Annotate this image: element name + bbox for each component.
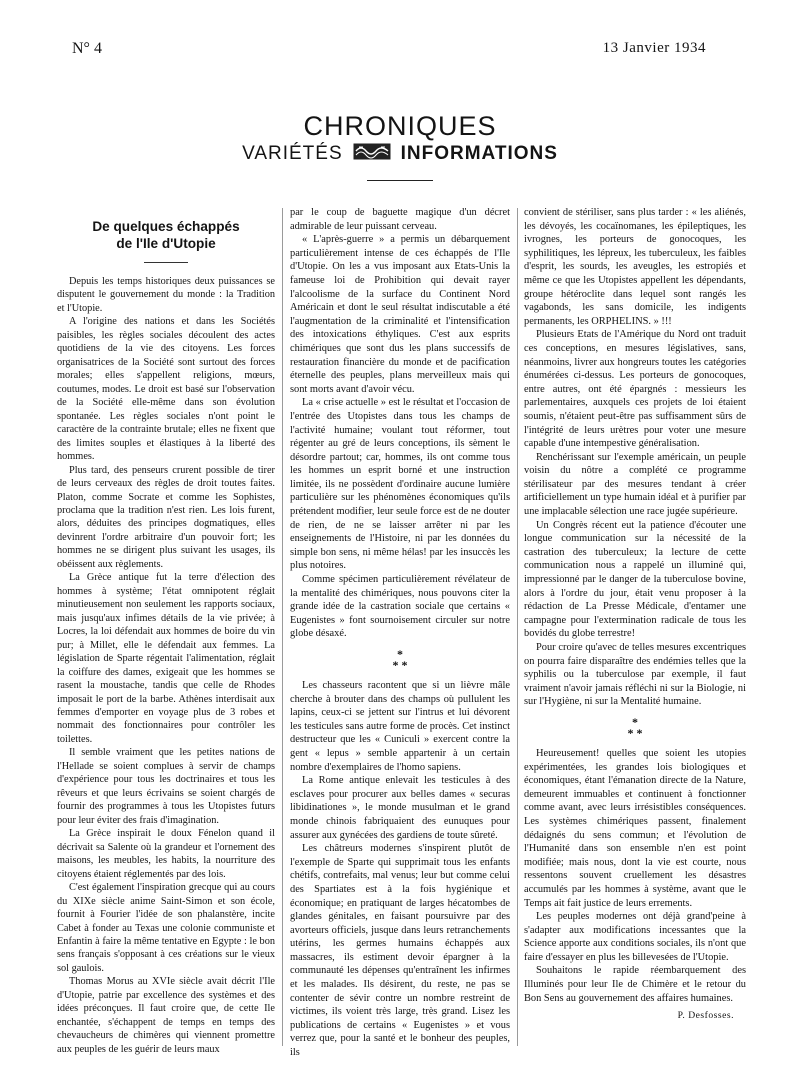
paragraph: Plusieurs Etats de l'Amérique du Nord ont traduit ces conceptions, en mesures législatives, sans, néanmoins, livrer aux hongreurs toutes les catégories énumérées ci-dessus. Les porteurs de gonocoques, entre autres, ont été épargnés : messieurs les parlementaires, auxquels ces projets de loi étaient soumis, n'étaient peut-être pas suffisamment sûrs de l'intégrité de leurs urètres pour voter une mesure capable d'une intempestive généralisation.: [524, 329, 746, 450]
title-rule: [144, 262, 188, 263]
column-divider: [282, 208, 283, 1046]
paragraph: Depuis les temps historiques deux puissances se disputent le gouvernement du monde : la Tradition et l'Utopie.: [57, 276, 275, 314]
paragraph: A l'origine des nations et dans les Sociétés paisibles, les règles sociales découlent des actes quotidiens de la vie des citoyens. Les forces organisatrices de la Société sont surtout des forces morales; elles s'appellent religions, mœurs, coutumes, modes. Le droit est basé sur l'observation de la Société elle-même dans son évolution spontanée. Les règles sociales n'ont point le caractère de la contrainte brutale; elles ne fixent que des limites souples et élastiques à la liberté des hommes.: [57, 316, 275, 463]
paragraph: La Rome antique enlevait les testicules à des esclaves pour procurer aux belles dames « securas libidinationes », le monde musulman et le grand monde chinois fabriquaient des eunuques pour assurer aux gynécées des gardiens de toute sûreté.: [290, 775, 510, 841]
paragraph: Pour croire qu'avec de telles mesures excentriques on pourra faire disparaître des endémies telles que la syphilis ou la tuberculose par exemple, il faut vraiment n'avoir jamais réfléchi ni sur la Biologie, ni sur l'Hygiène, ni sur la Mentalité humaine.: [524, 642, 746, 708]
column-3-body-bottom: [524, 747, 746, 1005]
paragraph: Souhaitons le rapide réembarquement des Illuminés pour leur Ile de Chimère et le retour du Bon Sens au gouvernement des affaires humaines.: [524, 965, 746, 1004]
paragraph: Un Congrès récent eut la patience d'écouter une longue communication sur la nécessité de la castration des tuberculeux; la lecture de cette communication nous a rappelé un illuminé qui, impressionné par le danger de la tuberculose bovine, alors à l'ordre du jour, était venu proposer à la rédaction de La Presse Médicale, d'entamer une campagne pour l'extermination radicale de tous les bovidés du globe terrestre!: [524, 519, 746, 640]
section-break-asterism: * * *: [627, 714, 643, 740]
paragraph: Les châtreurs modernes s'inspirent plutôt de l'exemple de Sparte qui supprimait tous les enfants chétifs, contrefaits, mal venus; leur but comme celui des Spartiates est à la fois hygiénique et économique; en pratiquant de larges hécatombes de glandes génitales, en faisant poursuivre par des avorteurs officiels, jusque dans leurs retranchements utérins, les germes humains échappés aux massacres, ils estiment devoir épargner à la communauté les dépenses qu'entraînent les infirmes et les malades. Ils désirent, du reste, ne pas se contenter de sévir contre un nombre restreint de victimes, ils voient très large, très grand. Lisez les publications de certains « Eugenistes » et vous verrez que, pour la santé et le bonheur des peuples, ils: [290, 843, 510, 1059]
paragraph: convient de stériliser, sans plus tarder : « les aliénés, les dévoyés, les cocaïnomanes, les épileptiques, les ivrognes, les porteurs de gonocoques, les syphilitiques, les lépreux, les tuberculeux, les faibles d'esprit, les sourds, les aveugles, les estropiés et même ce que les Utopistes appellent les dépendants, groupe hétéroclite dans lequel sont rangés les vagabonds, les sans domicile, les indigents permanents, les ORPHELINS. » !!!: [524, 207, 746, 327]
paragraph: « L'après-guerre » a permis un débarquement particulièrement intense de ces échappés de l'Ile d'Utopie. On les a vus imposant aux Etats-Unis la fameuse loi de Prohibition qui devait rayer l'alcoolisme de la surface du Continent Nord Américain et dont le seul résultat indiscutable a été l'augmentation de la criminalité et l'intensification des intoxications éthyliques. C'est aux esprits chimériques que sont dus les plans successifs de restauration financière du monde et de pacification éternelle des peuples, plans merveilleux mais qui sont morts avant d'avoir vécu.: [290, 234, 510, 395]
paragraph: C'est également l'inspiration grecque qui au cours du XIXe siècle anime Saint-Simon et son école, fournit à Fourier l'idée de son phalanstère, incite Cabet à fonder au Texas une colonie communiste et Enfantin à faire la même tentative en Egypte : le bon sens français s'opposant à ces créations sur le vieux sol gaulois.: [57, 882, 275, 974]
paragraph: Les chasseurs racontent que si un lièvre mâle cherche à brouter dans des champs où pullulent les lapins, ceux-ci se jettent sur l'intrus et lui dévorent les testicules sans autre forme de procès. Cet instinct destructeur que les « Cuniculi » exercent contre la gent « lepus » semble appartenir à un certain nombre d'exemplaires de l'homo sapiens.: [290, 680, 510, 773]
column-3-body-top: [524, 206, 746, 709]
column-divider: [517, 208, 518, 1046]
section-subtitle: [0, 143, 800, 165]
column-2: [290, 206, 510, 1060]
paragraph: La Grèce inspirait le doux Fénelon quand il décrivait sa Salente où la grandeur et l'ornement des maisons, les meubles, les habits, la nourriture des citoyens étaient réglementés par des lois.: [57, 828, 275, 880]
paragraph: par le coup de baguette magique d'un décret admirable de leur puissant cerveau.: [290, 207, 510, 232]
issue-number: N° 4: [72, 40, 102, 57]
paragraph: Heureusement! quelles que soient les utopies expérimentées, les grandes lois biologiques et économiques, étant l'émanation directe de la Nature, demeurent immuables et continuent à fonctionner comme avant, avec leurs irrésistibles conséquences. Les systèmes chimériques passent, finalement dédaignés du sens commun; et l'évolution de l'Humanité dans son ensemble n'en est point modifiée; mais nous, dont la vie est courte, nous ressentons souvent cruellement les désastres accumulés par les hommes à système, avant que le Temps ait fait justice de leurs errements.: [524, 747, 746, 909]
paragraph: La Grèce antique fut la terre d'élection des hommes à système; l'état omnipotent réglait minutieusement non seulement les rapports sociaux, mais jusqu'aux infimes détails de la vie privée; à Locres, la loi défendait aux hommes de boire du vin pur; à Millet, elle le défendait aux femmes. La législation de Sparte régentait l'alimentation, réglait la coiffure des dames, exigeait que les hommes se rasent la moustache, tandis que celle de Rhodes imposait le port de la barbe. Athènes interdisait aux femmes d'emporter en voyage plus de 3 robes et nommait des fonctionnaires pour contrôler les toilettes.: [57, 572, 275, 745]
column-1: [57, 206, 275, 1056]
paragraph: La « crise actuelle » est le résultat et l'occasion de l'entrée des Utopistes dans tous les champs de l'activité humaine; voulant tout réformer, tout régenter au gré de leurs conceptions, ils sèment le désordre partout; car, hommes, ils ont comme tous les hommes un esprit borné et une instruction limitée, ils ne possèdent d'ordinaire aucune lumière particulière sur les phénomènes économiques qu'ils prétendent modifier, leur seule force est de ne douter de rien, de ne se laisser arrêter ni par les enseignements de l'Histoire, ni par les données du simple bon sens, ni même hélas! par les insuccès les plus notoires.: [290, 397, 510, 572]
column-2-body-top: [290, 206, 510, 641]
subtitle-word-varietes: VARIÉTÉS: [242, 143, 343, 164]
column-3: [524, 206, 746, 1023]
issue-date: 13 Janvier 1934: [602, 40, 706, 56]
paragraph: Comme spécimen particulièrement révélateur de la mentalité des chimériques, nous pouvons citer la grande idée de la castration sociale que certains « Eugenistes » font sournoisement circuler sur notre globe désaxé.: [290, 574, 510, 640]
ornament-icon: [353, 143, 391, 160]
section-break-asterism: * * *: [392, 647, 408, 672]
subtitle-word-informations: INFORMATIONS: [400, 143, 558, 164]
column-2-body-bottom: [290, 679, 510, 1060]
masthead-rule: [367, 180, 433, 181]
column-1-body: [57, 275, 275, 1056]
paragraph: Les peuples modernes ont déjà grand'peine à s'adapter aux modifications incessantes que la Science apporte aux conditions sociales, ils n'ont que faire d'essayer en plus les billevesées de l'Utopie.: [524, 911, 746, 963]
paragraph: Renchérissant sur l'exemple américain, un peuple voisin du nôtre a complété ce programme stérilisateur par des mesures tendant à créer artificiellement un type humain idéal et à purifier par une implacable sélection une race jugée supérieure.: [524, 451, 746, 518]
paragraph: Thomas Morus au XVIe siècle avait décrit l'Ile d'Utopie, patrie par excellence des systèmes et des idées préconçues. Il faut croire que, de cette Ile enchantée, s'échappent de temps en temps des chevaucheurs de chimères qui viennent promettre aux peuples de les guérir de leurs maux: [57, 976, 275, 1055]
author-signature: P. Desfosses.: [677, 1010, 734, 1022]
article-title: De quelques échappés de l'Ile d'Utopie: [92, 219, 240, 251]
section-title: CHRONIQUES: [303, 111, 497, 141]
paragraph: Plus tard, des penseurs crurent possible de tirer de leurs cerveaux des règles de droit toutes faites. Platon, comme Socrate et comme les Sophistes, proclama que la tradition n'est rien. Les lois furent, alors, déduites des principes dogmatiques, elles devinrent l'ordre arbitraire d'un pouvoir fort; les hommes ne se dirigent plus suivant les usages, ils obéissent aux règlements.: [57, 464, 275, 570]
paragraph: Il semble vraiment que les petites nations de l'Hellade se soient complues à servir de champs d'expérience pour tous les doctrinaires et tous les rêveurs et que leurs écrivains se soient chargés de fournir des programmes à tous les Utopistes futurs pour leur éviter des frais d'imagination.: [57, 747, 275, 826]
